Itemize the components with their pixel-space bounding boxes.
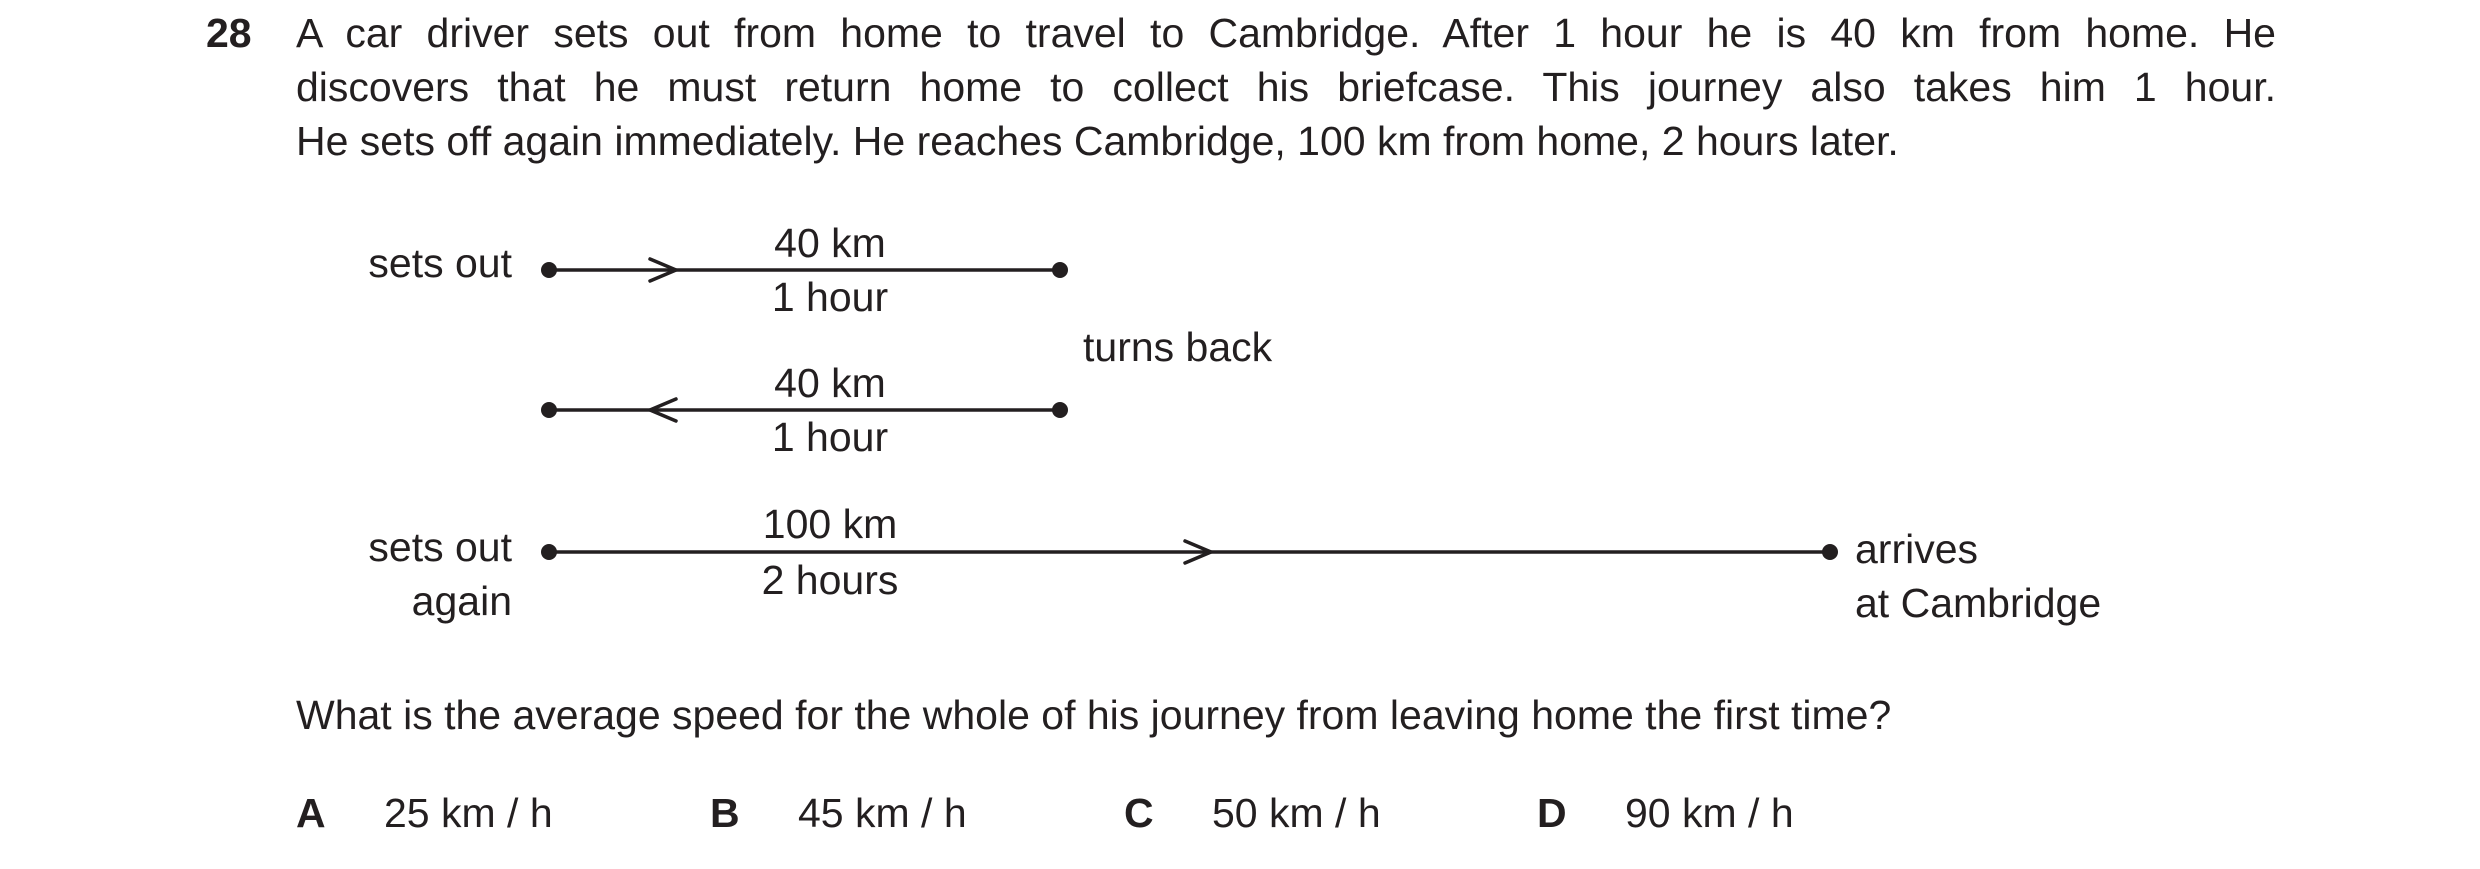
option-a[interactable] [296,786,553,840]
leg2-distance: 40 km [774,360,886,406]
leg3-start-label-line1: sets out [368,524,512,570]
option-b-value: 45 km / h [798,790,967,836]
leg3-time: 2 hours [761,557,899,603]
leg2-end-dot [1052,402,1068,418]
turn-back-label: turns back [1083,324,1273,370]
leg1-distance: 40 km [774,220,886,266]
leg1-time: 1 hour [771,274,889,320]
question-number: 28 [206,10,252,56]
option-d-letter: D [1537,790,1567,836]
leg3-end-dot [1822,544,1838,560]
leg3-distance: 100 km [762,501,898,547]
leg1-start-label: sets out [368,240,512,286]
stem-line-2: discovers that he must return home to collect his briefcase. This journey also takes him 1 hour. [296,64,2276,110]
leg2-time: 1 hour [771,414,889,460]
leg3-start-dot [541,544,557,560]
leg3-end-label-line1: arrives [1855,526,1979,572]
option-a-value: 25 km / h [384,790,553,836]
option-a-letter: A [296,790,326,836]
option-c[interactable] [1124,786,1381,840]
option-c-value: 50 km / h [1212,790,1381,836]
leg3-end-label-line2: at Cambridge [1855,580,2102,626]
leg1-start-dot [541,262,557,278]
stem-line-1: A car driver sets out from home to travel to Cambridge. After 1 hour he is 40 km from home. He [296,10,2276,56]
option-d-value: 90 km / h [1625,790,1794,836]
leg3-start-label-line2: again [411,578,512,624]
option-b[interactable] [710,786,967,840]
option-d[interactable] [1537,786,1794,840]
question-prompt: What is the average speed for the whole of his journey from leaving home the first time? [296,692,1892,738]
option-c-letter: C [1124,790,1154,836]
option-b-letter: B [710,790,740,836]
stem-line-3: He sets off again immediately. He reaches Cambridge, 100 km from home, 2 hours later. [296,118,1899,164]
leg2-start-dot [541,402,557,418]
leg1-end-dot [1052,262,1068,278]
